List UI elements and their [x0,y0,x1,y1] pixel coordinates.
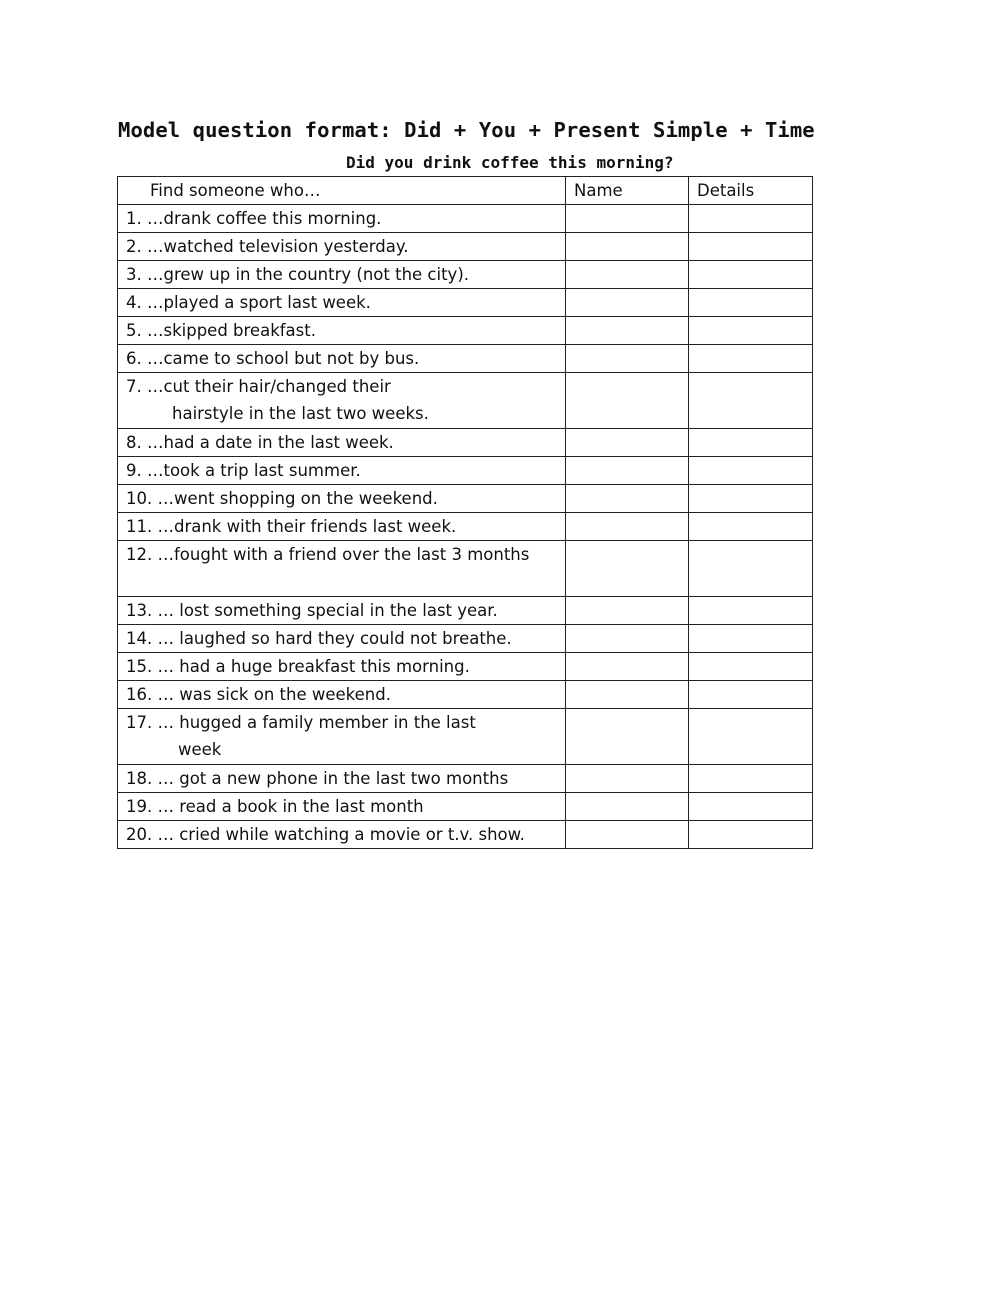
details-cell[interactable] [689,681,813,709]
details-cell[interactable] [689,289,813,317]
item-text: 2. …watched television yesterday. [118,233,566,261]
table-row [118,261,813,289]
details-cell[interactable] [689,821,813,849]
item-text: 11. …drank with their friends last week. [118,513,566,541]
table-row [118,625,813,653]
details-cell[interactable] [689,373,813,429]
item-text: 10. …went shopping on the weekend. [118,485,566,513]
item-text: 7. …cut their hair/changed their [126,377,391,396]
table-row [118,429,813,457]
table-row [118,233,813,261]
name-cell[interactable] [566,765,689,793]
item-cell [118,709,566,765]
item-text: 4. …played a sport last week. [118,289,566,317]
name-cell[interactable] [566,709,689,765]
name-cell[interactable] [566,793,689,821]
table-row [118,653,813,681]
table-row [118,541,813,597]
column-header-name: Name [566,177,689,205]
name-cell[interactable] [566,821,689,849]
table-row [118,597,813,625]
details-cell[interactable] [689,457,813,485]
item-text: 18. … got a new phone in the last two months [118,765,566,793]
details-cell[interactable] [689,709,813,765]
item-cell [118,541,566,597]
table-row [118,317,813,345]
item-text: 9. …took a trip last summer. [118,457,566,485]
item-text-continued: hairstyle in the last two weeks. [172,404,429,423]
name-cell[interactable] [566,541,689,597]
name-cell[interactable] [566,681,689,709]
table-row [118,485,813,513]
column-header-details: Details [689,177,813,205]
name-cell[interactable] [566,345,689,373]
column-header-item: Find someone who… [118,177,566,205]
item-cell [118,373,566,429]
name-cell[interactable] [566,317,689,345]
table-row [118,289,813,317]
table-row [118,793,813,821]
worksheet-heading: Model question format: Did + You + Present Simple + Time [118,118,815,142]
item-text: 12. …fought with a friend over the last 3 months [126,545,530,564]
name-cell[interactable] [566,597,689,625]
find-someone-who-table [117,176,813,849]
item-text: 15. … had a huge breakfast this morning. [118,653,566,681]
details-cell[interactable] [689,513,813,541]
details-cell[interactable] [689,317,813,345]
item-text: 20. … cried while watching a movie or t.v. show. [118,821,566,849]
table-header-row [118,177,813,205]
item-text: 13. … lost something special in the last year. [118,597,566,625]
details-cell[interactable] [689,233,813,261]
name-cell[interactable] [566,289,689,317]
table-row [118,681,813,709]
name-cell[interactable] [566,205,689,233]
details-cell[interactable] [689,345,813,373]
name-cell[interactable] [566,513,689,541]
table-row [118,345,813,373]
details-cell[interactable] [689,597,813,625]
table-row [118,765,813,793]
details-cell[interactable] [689,429,813,457]
details-cell[interactable] [689,625,813,653]
details-cell[interactable] [689,653,813,681]
name-cell[interactable] [566,485,689,513]
item-text-continued: week [178,740,222,759]
item-text: 19. … read a book in the last month [118,793,566,821]
item-text: 17. … hugged a family member in the last [126,713,476,732]
details-cell[interactable] [689,261,813,289]
table-row [118,709,813,765]
name-cell[interactable] [566,457,689,485]
item-text: 5. …skipped breakfast. [118,317,566,345]
name-cell[interactable] [566,429,689,457]
item-text: 1. …drank coffee this morning. [118,205,566,233]
item-text: 6. …came to school but not by bus. [118,345,566,373]
name-cell[interactable] [566,625,689,653]
item-text: 3. …grew up in the country (not the city). [118,261,566,289]
details-cell[interactable] [689,793,813,821]
item-text: 14. … laughed so hard they could not breathe. [118,625,566,653]
table-row [118,457,813,485]
details-cell[interactable] [689,205,813,233]
name-cell[interactable] [566,261,689,289]
details-cell[interactable] [689,541,813,597]
table-row [118,373,813,429]
item-text: 16. … was sick on the weekend. [118,681,566,709]
name-cell[interactable] [566,233,689,261]
table-row [118,513,813,541]
example-question: Did you drink coffee this morning? [346,153,674,172]
name-cell[interactable] [566,653,689,681]
item-text: 8. …had a date in the last week. [118,429,566,457]
details-cell[interactable] [689,765,813,793]
name-cell[interactable] [566,373,689,429]
table-row [118,205,813,233]
details-cell[interactable] [689,485,813,513]
table-row [118,821,813,849]
